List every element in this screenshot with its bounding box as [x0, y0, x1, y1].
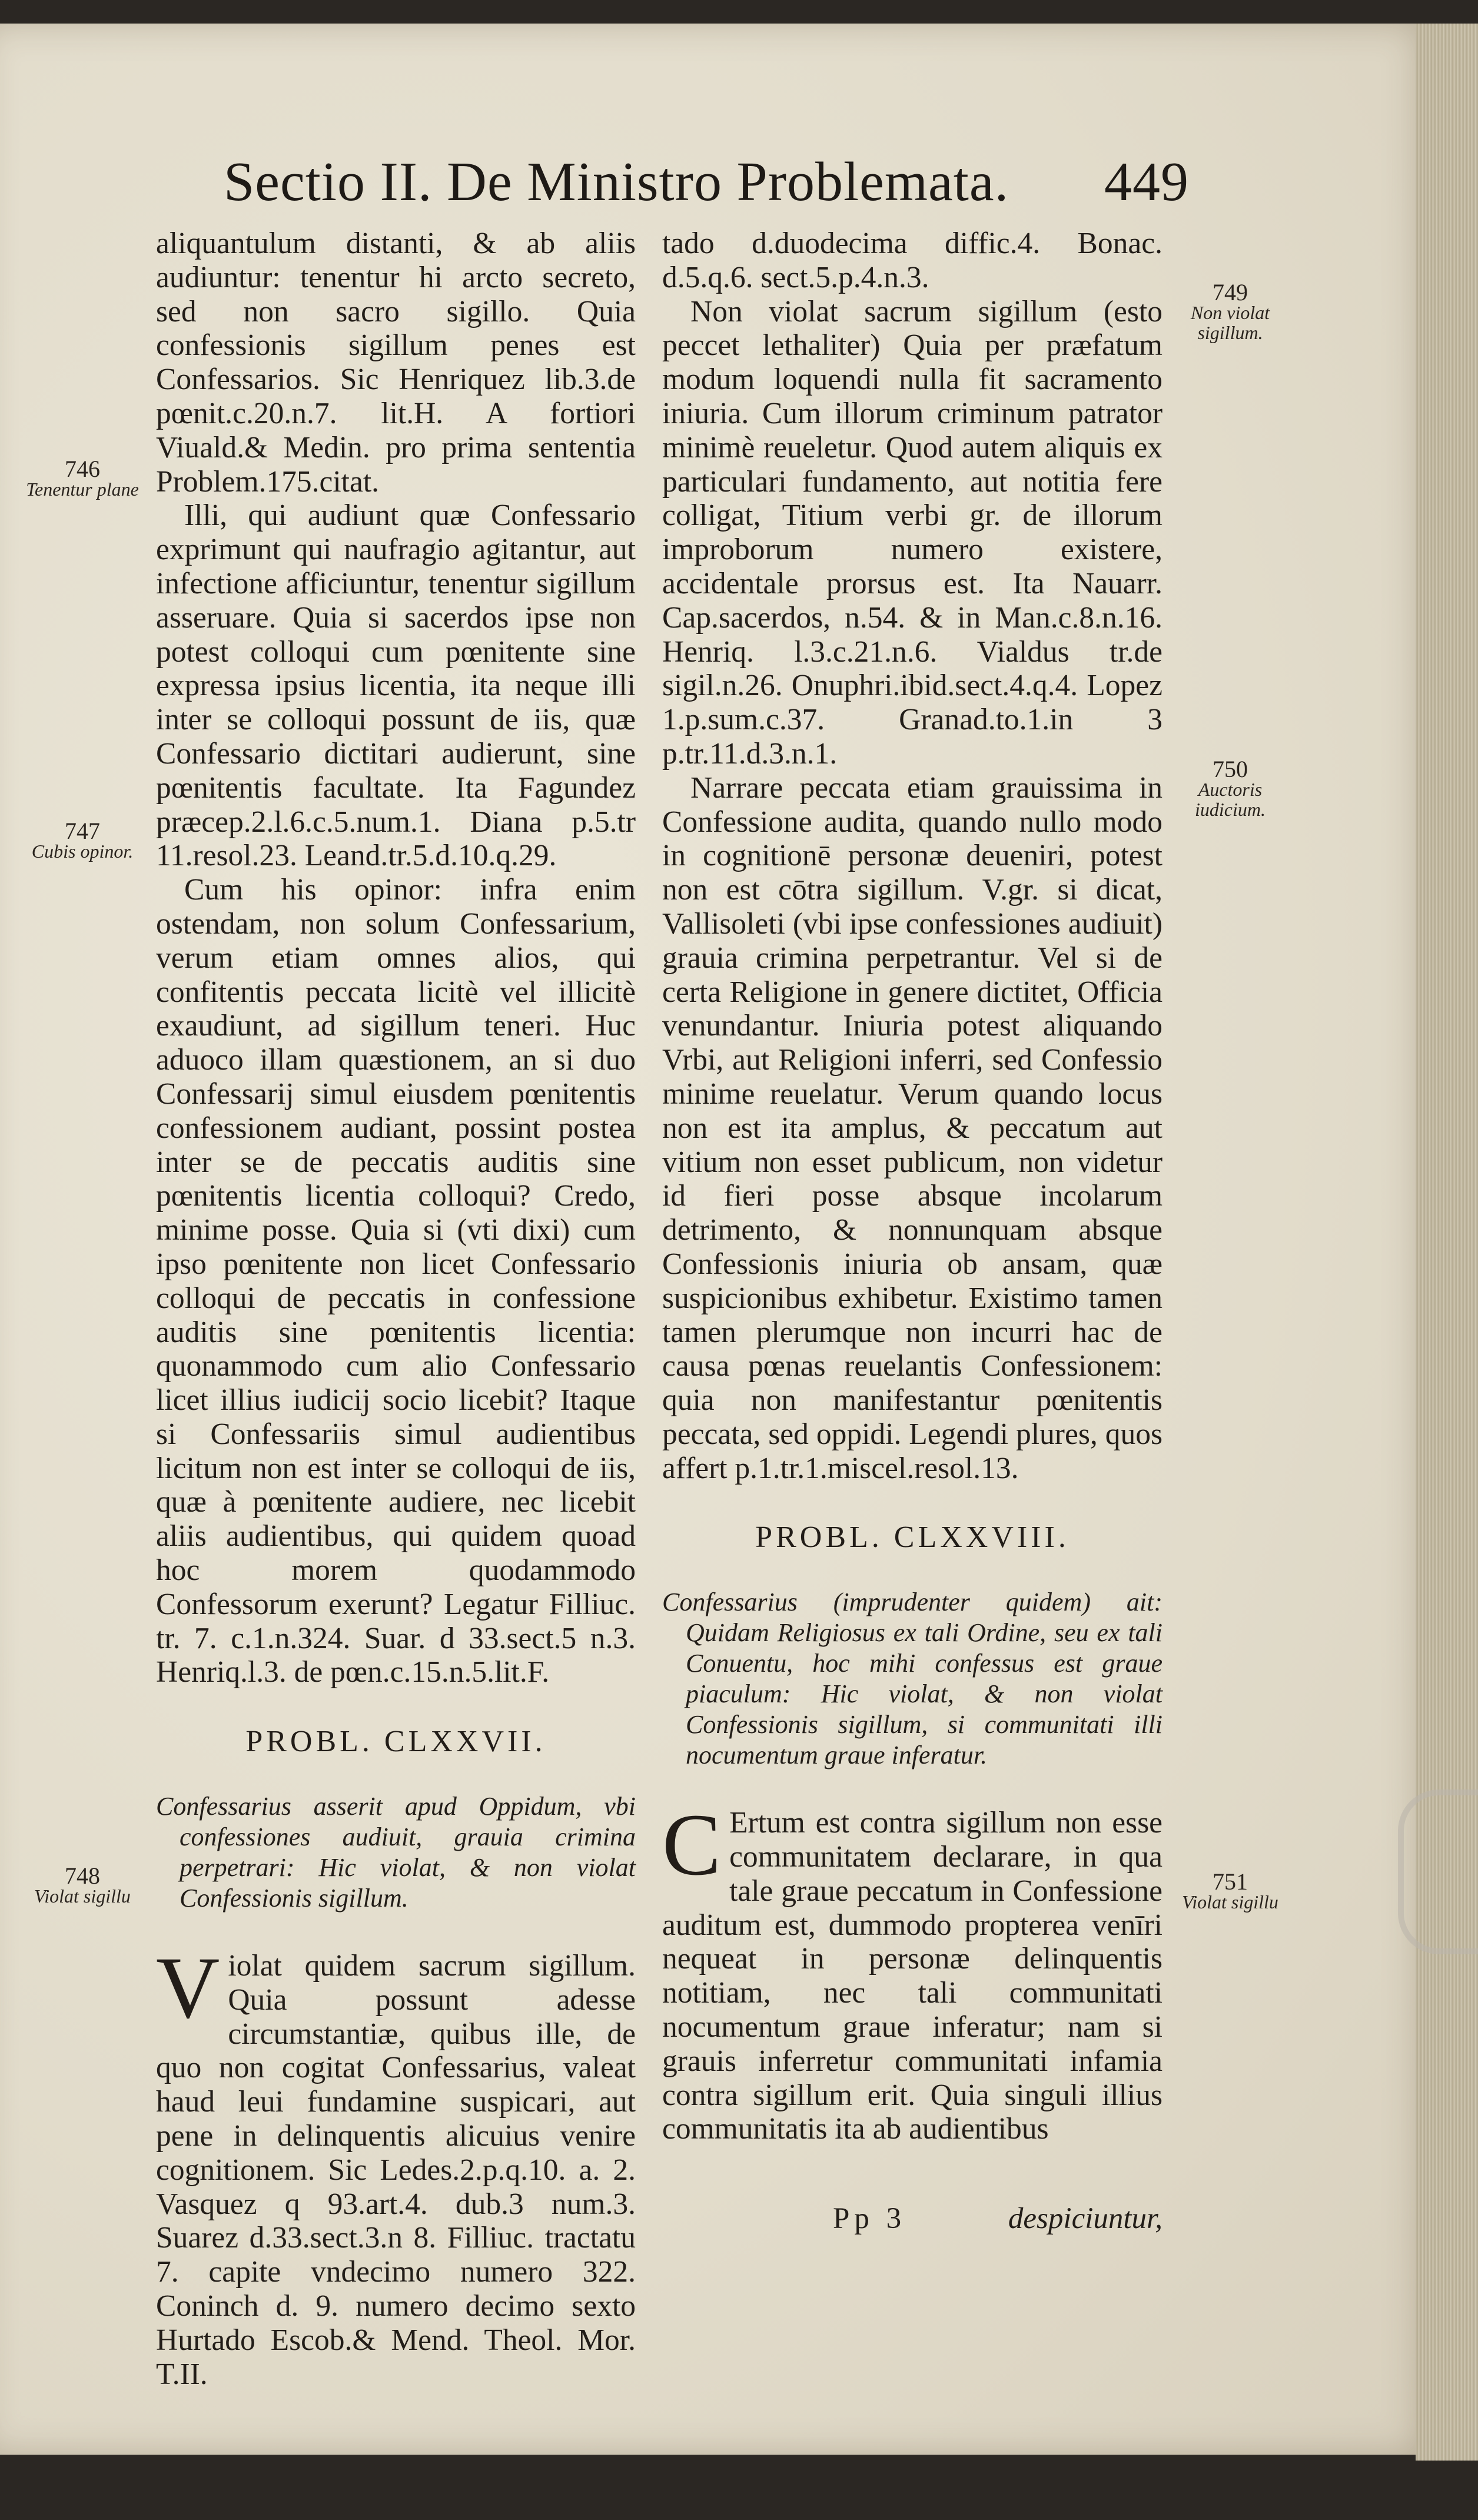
dropcap-v: V	[156, 1939, 220, 2037]
left-paragraph-2: Illi, qui audiunt quæ Confessario exprimunt qui naufragio agitantur, aut infectione afficiuntur, tenentur sigillum asseruare. Quia si sacerdos ipse non potest colloqui cum pœnitente sine expressa ipsius licentia, ita neque illi inter se colloqui possunt de iis, quæ Confessario dictitari audierunt, sine pœnitentis facultate. Ita Fagundez præcep.2.l.6.c.5.num.1. Diana p.5.tr 11.resol.23. Leand.tr.5.d.10.q.29.	[156, 499, 636, 873]
page-number: 449	[1104, 151, 1189, 213]
margin-note-751: 751 Violat sigillu	[1182, 1868, 1278, 1913]
right-paragraph-2: Non violat sacrum sigillum (esto peccet lethaliter) Quia per præfatum modum loquendi nulla fit sacramento iniuria. Cum illorum criminum patrator minimè reueletur. Quod autem aliquis ex particulari fundamento, aut notitia fere colligat, Titium verbi gr. de illorum improborum numero existere, accidentale prorsus est. Ita Nauarr. Cap.sacerdos, n.54. & in Man.c.8.n.16. Henriq. l.3.c.21.n.6. Vialdus tr.de sigil.n.26. Onuphri.ibid.sect.4.q.4. Lopez 1.p.sum.c.37. Granad.to.1.in 3 p.tr.11.d.3.n.1.	[662, 294, 1163, 771]
problem-heading-178: PROBL. CLXXVIII.	[755, 1520, 1070, 1555]
signature-mark: Pp 3	[833, 2202, 906, 2235]
header-title: Sectio II. De Ministro Problemata.	[224, 151, 1009, 213]
left-paragraph-3: Cum his opinor: infra enim ostendam, non solum Confessarium, verum etiam omnes alios, qui confitentis peccata licitè vel illicitè exaudiunt, ad sigillum teneri. Huc aduoco illam quæstionem, an si duo Confessarij simul eiusdem pœnitentis confessionem audiant, possint postea inter se de peccatis auditis sine pœnitentis licentia colloqui? Credo, minime posse. Quia si (vti dixi) cum ipso pœnitente non licet Confessario colloqui de peccatis in confessione auditis sine pœnitentis licentia: quonammodo cum alio Confessario licet illius iudicij socio licebit? Itaque si Confessariis simul audientibus licitum non est inter se colloqui de iis, quæ à pœnitente audiere, nec licebit aliis audientibus, qui quidem quoad hoc morem quodammodo Confessorum exerunt? Legatur Filliuc. tr. 7. c.1.n.324. Suar. d 33.sect.5 n.3. Henriq.l.3. de pœn.c.15.n.5.lit.F.	[156, 873, 636, 1689]
left-column	[156, 227, 636, 2391]
page-footer	[833, 2202, 1163, 2237]
right-paragraph-1: tado d.duodecima diffic.4. Bonac. d.5.q.6. sect.5.p.4.n.3.	[662, 227, 1163, 294]
margin-note-747: 747 Cubis opinor.	[31, 818, 134, 862]
problem-answer-177: Violat quidem sacrum sigillum. Quia possunt adesse circumstantiæ, quibus ille, de quo non cogitat Confessarius, valeat haud leui fundamine suspicari, aut pene in delinquentis alicuius venire cognitionem. Sic Ledes.2.p.q.10. a. 2. Vasquez q 93.art.4. dub.3 num.3. Suarez d.33.sect.3.n 8. Filliuc. tractatu 7. capite vndecimo numero 322. Coninch d. 9. numero decimo sexto Hurtado Escob.& Mend. Theol. Mor. T.II.	[156, 1939, 636, 2391]
problem-question-177: Confessarius asserit apud Oppidum, vbi confessiones audiuit, grauia crimina perpetrari: Hic violat, & non violat Confessionis sigillum.	[156, 1792, 636, 1913]
right-paragraph-3: Narrare peccata etiam grauissima in Confessione audita, quando nullo modo in cognitionē personæ deueniri, potest non est cōtra sigillum. V.gr. si dicat, Vallisoleti (vbi ipse confessiones audiuit) grauia crimina perpetrantur. Vel si de certa Religione in genere dictitet, Officia venundantur. Iniuria potest aliquando Vrbi, aut Religioni inferri, sed Confessio minime reuelatur. Verum quando locus non est ita amplus, & peccatum aut vitium non esset publicum, non videtur id fieri posse absque incolarum detrimento, & nonnunquam absque Confessionis iniuria ob ansam, quæ suspicionibus exhibetur. Existimo tamen tamen plerumque non incurri hac de causa pœnas reuelantis Confessionem: quia non manifestantur pœnitentis peccata, sed oppidi. Legendi plures, quos affert p.1.tr.1.miscel.resol.13.	[662, 771, 1163, 1485]
problem-heading-177: PROBL. CLXXVII.	[245, 1725, 546, 1759]
catchword: despiciuntur,	[1008, 2202, 1163, 2235]
right-column	[662, 227, 1163, 2146]
page-clip	[1398, 1789, 1478, 1954]
running-header	[200, 150, 1189, 215]
page-edges	[1416, 24, 1478, 2461]
margin-note-749: 749 Non violat sigillum.	[1190, 279, 1270, 343]
problem-question-178: Confessarius (imprudenter quidem) ait: Quidam Religiosus ex tali Ordine, seu ex tali Conuentu, hoc mihi confessus est graue piaculum: Hic violat, & non violat Confessionis sigillum, si communitati illi nocumentum graue inferatur.	[662, 1588, 1163, 1770]
margin-note-750: 750 Auctoris iudicium.	[1195, 756, 1266, 820]
margin-note-746: 746 Tenentur plane	[26, 456, 139, 500]
margin-note-748: 748 Violat sigillu	[34, 1862, 131, 1907]
problem-answer-178: C Ertum est contra sigillum non esse communitatem declarare, in qua tale graue peccatum in Confessione auditum est, dummodo propterea venīri nequeat in personæ delinquentis notitiam, nec tali communitati nocumentum graue inferatur; nam si grauis inferretur communitati infamia contra sigillum erit. Quia singuli illius communitatis ita ab audientibus	[662, 1796, 1163, 2146]
dropcap-c: C	[662, 1796, 722, 1894]
left-paragraph-1: aliquantulum distanti, & ab aliis audiuntur: tenentur hi arcto secreto, sed non sacro sigillo. Quia confessionis sigillum penes est Confessarios. Sic Henriquez lib.3.de pœnit.c.20.n.7. lit.H. A fortiori Viuald.& Medin. pro prima sententia Problem.175.citat.	[156, 227, 636, 499]
